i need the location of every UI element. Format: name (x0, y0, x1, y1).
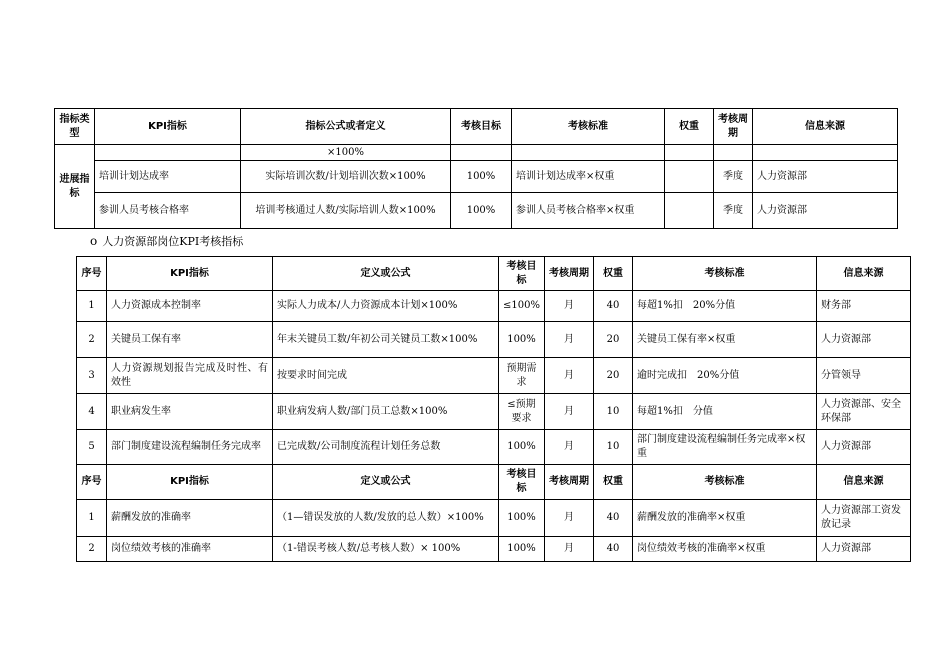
formula-cell: 实际人力成本/人力资源成本计划×100% (273, 291, 499, 322)
weight-cell: 20 (594, 358, 633, 394)
table-row (77, 322, 911, 358)
table-header-row (55, 109, 898, 145)
target-cell: ≤预期要求 (499, 394, 545, 430)
formula-cell: 按要求时间完成 (273, 358, 499, 394)
table-header-row (77, 257, 911, 291)
category-cell: 进展指标 (55, 145, 95, 229)
kpi-cell: 岗位绩效考核的准确率 (107, 537, 273, 562)
kpi-cell: 人力资源成本控制率 (107, 291, 273, 322)
table-row (77, 394, 911, 430)
number-cell: 3 (77, 358, 107, 394)
header-cell: 考核标准 (633, 465, 817, 500)
table-row (77, 500, 911, 537)
standard-cell: 每超1%扣 20%分值 (633, 291, 817, 322)
target-cell: 100% (499, 537, 545, 562)
hr-kpi-table (76, 256, 911, 562)
header-cell: 指标公式或者定义 (241, 109, 451, 145)
section-caption (90, 234, 243, 249)
source-cell: 人力资源部 (753, 161, 898, 193)
standard-cell: 薪酬发放的准确率×权重 (633, 500, 817, 537)
period-cell: 月 (545, 537, 594, 562)
header-cell: KPI指标 (95, 109, 241, 145)
bullet-icon: o (90, 234, 98, 248)
kpi-cell: 职业病发生率 (107, 394, 273, 430)
target-cell: 100% (451, 161, 512, 193)
source-cell: 人力资源部 (817, 322, 911, 358)
standard-cell: 参训人员考核合格率×权重 (512, 193, 665, 229)
number-cell: 1 (77, 291, 107, 322)
table-row (77, 358, 911, 394)
weight-cell: 10 (594, 430, 633, 465)
table-row (55, 193, 898, 229)
header-cell: 权重 (594, 465, 633, 500)
table-row (77, 430, 911, 465)
formula-cell: （1-错误考核人数/总考核人数）× 100% (273, 537, 499, 562)
header-cell: 指标类型 (55, 109, 95, 145)
formula-cell: 培训考核通过人数/实际培训人数×100% (241, 193, 451, 229)
source-cell: 分管领导 (817, 358, 911, 394)
weight-cell (665, 193, 714, 229)
number-cell: 4 (77, 394, 107, 430)
table-row (77, 291, 911, 322)
header-cell: 定义或公式 (273, 257, 499, 291)
standard-cell: 培训计划达成率×权重 (512, 161, 665, 193)
number-cell: 1 (77, 500, 107, 537)
kpi-cell: 参训人员考核合格率 (95, 193, 241, 229)
header-cell: 考核标准 (512, 109, 665, 145)
table-header-row (77, 465, 911, 500)
source-cell: 人力资源部 (817, 430, 911, 465)
header-cell: 考核周期 (545, 465, 594, 500)
table-row (55, 145, 898, 161)
weight-cell: 40 (594, 537, 633, 562)
header-cell: 定义或公式 (273, 465, 499, 500)
standard-cell: 关键员工保有率×权重 (633, 322, 817, 358)
period-cell: 月 (545, 394, 594, 430)
weight-cell: 40 (594, 291, 633, 322)
standard-cell: 每超1%扣 分值 (633, 394, 817, 430)
header-cell: 考核目标 (451, 109, 512, 145)
kpi-cell: 培训计划达成率 (95, 161, 241, 193)
number-cell: 2 (77, 322, 107, 358)
standard-cell: 逾时完成扣 20%分值 (633, 358, 817, 394)
target-cell: 100% (451, 193, 512, 229)
target-cell: 100% (499, 322, 545, 358)
target-cell: 预期需求 (499, 358, 545, 394)
header-cell: 考核目标 (499, 465, 545, 500)
header-cell: 信息来源 (753, 109, 898, 145)
formula-cell: 实际培训次数/计划培训次数×100% (241, 161, 451, 193)
target-cell: 100% (499, 500, 545, 537)
table-row (55, 161, 898, 193)
number-cell: 5 (77, 430, 107, 465)
weight-cell: 20 (594, 322, 633, 358)
period-cell: 月 (545, 430, 594, 465)
period-cell: 月 (545, 500, 594, 537)
weight-cell (665, 161, 714, 193)
header-cell: KPI指标 (107, 257, 273, 291)
formula-cell: 年末关键员工数/年初公司关键员工数×100% (273, 322, 499, 358)
target-cell: ≤100% (499, 291, 545, 322)
period-cell: 季度 (714, 193, 753, 229)
source-cell: 人力资源部、安全环保部 (817, 394, 911, 430)
table-row (77, 537, 911, 562)
header-cell: 信息来源 (817, 257, 911, 291)
kpi-cell: 关键员工保有率 (107, 322, 273, 358)
kpi-cell: 人力资源规划报告完成及时性、有效性 (107, 358, 273, 394)
weight-cell: 10 (594, 394, 633, 430)
formula-cell: 已完成数/公司制度流程计划任务总数 (273, 430, 499, 465)
header-cell: 考核周期 (545, 257, 594, 291)
target-cell: 100% (499, 430, 545, 465)
period-cell: 月 (545, 291, 594, 322)
formula-continuation: ×100% (241, 145, 451, 161)
caption-text: 人力资源部岗位KPI考核指标 (102, 235, 244, 248)
header-cell: 权重 (665, 109, 714, 145)
formula-cell: （1—错误发放的人数/发放的总人数）×100% (273, 500, 499, 537)
source-cell: 财务部 (817, 291, 911, 322)
header-cell: 考核标准 (633, 257, 817, 291)
period-cell: 季度 (714, 161, 753, 193)
number-cell: 2 (77, 537, 107, 562)
header-cell: 权重 (594, 257, 633, 291)
weight-cell: 40 (594, 500, 633, 537)
standard-cell: 部门制度建设流程编制任务完成率×权重 (633, 430, 817, 465)
formula-cell: 职业病发病人数/部门员工总数×100% (273, 394, 499, 430)
source-cell: 人力资源部 (817, 537, 911, 562)
header-cell: 信息来源 (817, 465, 911, 500)
kpi-cell: 薪酬发放的准确率 (107, 500, 273, 537)
source-cell: 人力资源部工资发放记录 (817, 500, 911, 537)
header-cell: 序号 (77, 257, 107, 291)
source-cell: 人力资源部 (753, 193, 898, 229)
period-cell: 月 (545, 322, 594, 358)
period-cell: 月 (545, 358, 594, 394)
header-cell: 考核周期 (714, 109, 753, 145)
header-cell: KPI指标 (107, 465, 273, 500)
header-cell: 序号 (77, 465, 107, 500)
header-cell: 考核目标 (499, 257, 545, 291)
standard-cell: 岗位绩效考核的准确率×权重 (633, 537, 817, 562)
kpi-cell: 部门制度建设流程编制任务完成率 (107, 430, 273, 465)
progress-kpi-table (54, 108, 898, 229)
